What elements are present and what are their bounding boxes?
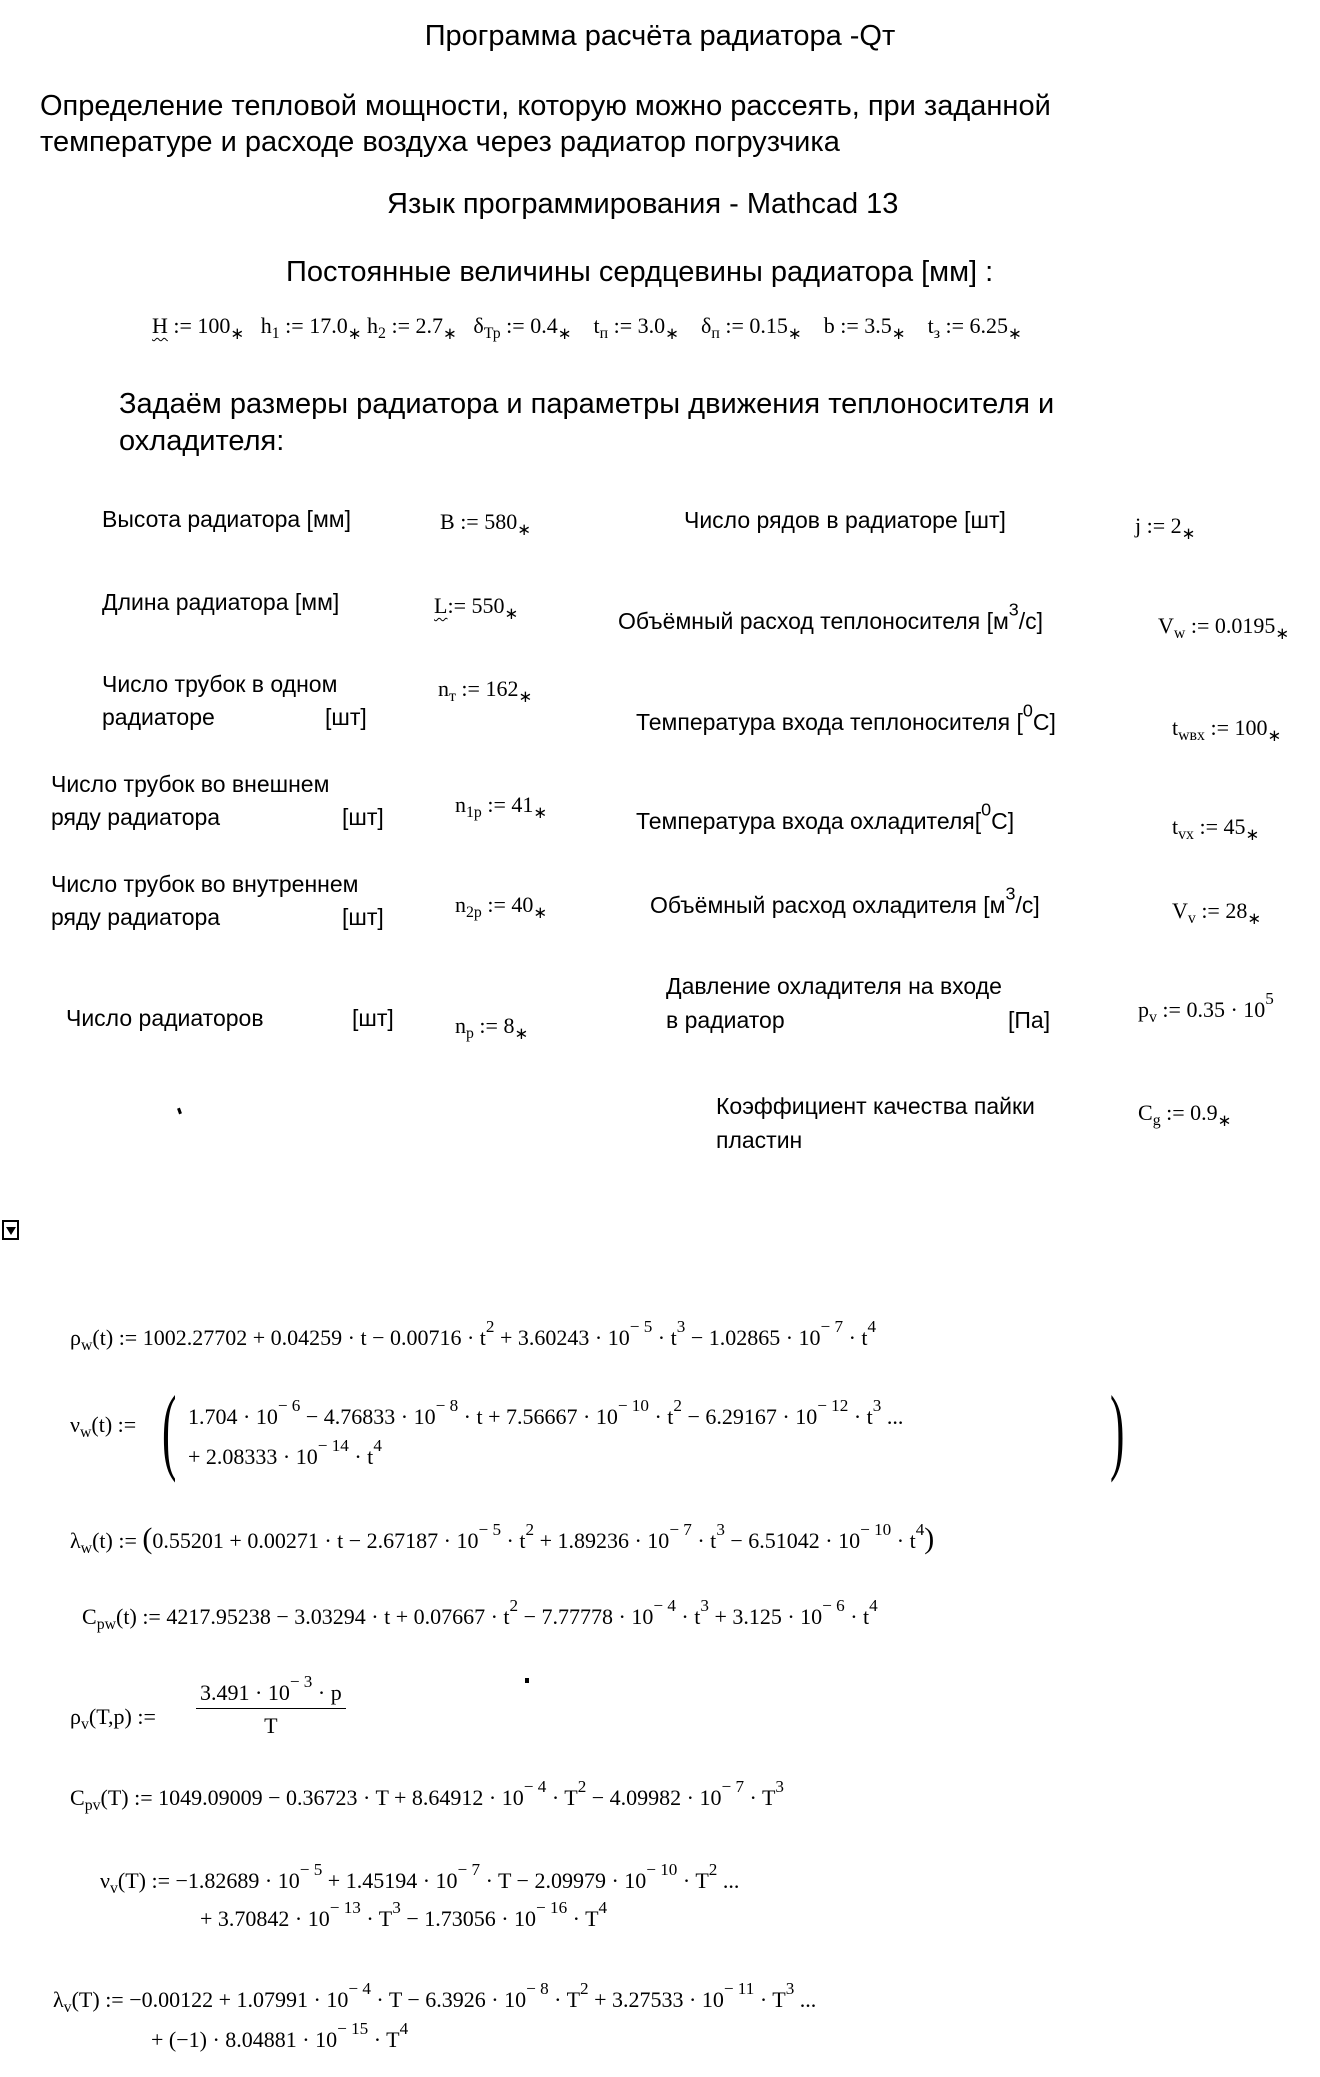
language-label: Язык программирования - Mathcad 13	[387, 188, 899, 220]
label-inner-row-tubes: Число трубок во внутреннем	[51, 871, 359, 897]
label-coolant-inlet-temp: Температура входа теплоносителя [$^0$С]	[636, 700, 1056, 735]
right-paren: )	[1110, 1376, 1125, 1483]
label-tubes-per-radiator: Число трубок в одном	[102, 671, 338, 697]
param-V-w[interactable]: $V_w$ := $0.0195_∗$	[1158, 613, 1290, 643]
label-inner-row-tubes-unit: [шт]	[342, 904, 384, 930]
param-j[interactable]: j := $2_∗$	[1135, 513, 1196, 543]
stray-mark	[177, 1108, 182, 1115]
label-air-inlet-temp: Температура входа охладителя[$^0$С]	[636, 799, 1015, 834]
param-n-t[interactable]: $n_т$ := $162_∗$	[438, 676, 533, 706]
formula-cp-w[interactable]: $C_{pw}(t)$ := $4217.95238 - 3.03294 \cdot t + 0.07667 \cdot t^2 - 7.77778 \cdot 10^{- 4} \cdot t^3 + 3.125 \cdot 10^{- 6} \cdot t^4$	[82, 1596, 878, 1633]
constant-h2[interactable]: $h_2$ := $2.7_∗$	[367, 313, 457, 343]
label-air-flow: Объёмный расход охладителя $[м^3/с]$	[650, 883, 1040, 918]
label-inner-row-tubes-2: ряду радиатора	[51, 904, 221, 930]
param-n-1p[interactable]: $n_{1р}$ := $41_∗$	[455, 792, 548, 822]
label-outer-row-tubes-unit: [шт]	[342, 804, 384, 830]
param-n-p[interactable]: $n_р$ := $8_∗$	[455, 1013, 529, 1043]
label-air-pressure-2: в радиатор	[666, 1007, 785, 1033]
label-outer-row-tubes: Число трубок во внешнем	[51, 771, 330, 797]
formula-nu-w[interactable]: $\nu_w(t)$ := ( ) $1.704 \cdot 10^{- 6} - 4.76833 \cdot 10^{- 8} \cdot t + 7.56667 \cdot 10^{- 10} \cdot t^2 - 6.29167 \cdot 10^{- 12} \cdot t^3$ ... + $2.08333 \cdot 10^{- 14} \cdot t^4$	[70, 1376, 1125, 1483]
constant-delta-p[interactable]: $\delta_п$ := $0.15_∗$	[701, 313, 802, 343]
constant-delta-tr[interactable]: $\delta_{Тр}$ := $0.4_∗$	[473, 313, 572, 343]
formula-rho-w[interactable]: $\rho_w(t)$ := $1002.27702 + 0.04259 \cdot t - 0.00716 \cdot t^2 + 3.60243 \cdot 10^{- 5} \cdot t^3 - 1.02865 \cdot 10^{- 7} \cdot t^4$	[70, 1317, 877, 1354]
param-t-vx[interactable]: $t_{vx}$ := $45_∗$	[1172, 814, 1260, 844]
label-soldering-quality-2: пластин	[716, 1127, 803, 1153]
constants-heading: Постоянные величины сердцевины радиатора [мм] :	[286, 256, 994, 288]
formula-lambda-w[interactable]: $\lambda_w(t)$ := $(0.55201 + 0.00271 \cdot t - 2.67187 \cdot 10^{- 5} \cdot t^2 + 1.89236 \cdot 10^{- 7} \cdot t^3 - 6.51042 \cdot 10^{- 10} \cdot t^4)$	[70, 1520, 935, 1557]
constant-t3[interactable]: $t_з$ := $6.25_∗$	[927, 313, 1022, 343]
param-n-2p[interactable]: $n_{2р}$ := $40_∗$	[455, 892, 548, 922]
inputs-heading-line-2: охладителя:	[119, 425, 285, 457]
stray-dot	[525, 1678, 529, 1683]
label-air-pressure: Давление охладителя на входе	[666, 973, 1002, 999]
label-tubes-per-radiator-2: радиаторе	[102, 704, 215, 730]
description-line-1: Определение тепловой мощности, которую можно рассеять, при заданной	[40, 90, 1051, 122]
param-t-wvx[interactable]: $t_{wвх}$ := $100_∗$	[1172, 715, 1282, 745]
inputs-heading-line-1: Задаём размеры радиатора и параметры движения теплоносителя и	[119, 388, 1055, 420]
constant-H[interactable]: H := $100_∗$	[152, 313, 245, 343]
page-title: Программа расчёта радиатора -Qт	[424, 20, 896, 52]
constant-h1[interactable]: $h_1$ := $17.0_∗$	[260, 313, 362, 343]
label-outer-row-tubes-2: ряду радиатора	[51, 804, 221, 830]
label-air-pressure-unit: [Па]	[1008, 1007, 1051, 1033]
constant-t-p[interactable]: $t_п$ := $3.0_∗$	[593, 313, 679, 343]
label-rows: Число рядов в радиаторе [шт]	[684, 507, 1006, 533]
param-B[interactable]: B := $580_∗$	[440, 509, 532, 539]
constant-b[interactable]: b := $3.5_∗$	[823, 313, 906, 343]
label-radiator-count: Число радиаторов	[66, 1005, 264, 1031]
label-coolant-flow: Объёмный расход теплоносителя $[м^3/с]$	[618, 599, 1044, 634]
constants-line	[152, 313, 1022, 343]
param-V-v[interactable]: $V_v$ := $28_∗$	[1172, 898, 1262, 928]
label-length: Длина радиатора [мм]	[102, 589, 340, 615]
param-L[interactable]: L:= $550_∗$	[434, 593, 519, 623]
label-height: Высота радиатора [мм]	[102, 506, 351, 532]
param-C-g[interactable]: $C_g$ := $0.9_∗$	[1138, 1100, 1232, 1130]
left-paren: (	[162, 1376, 177, 1483]
label-soldering-quality: Коэффициент качества пайки	[716, 1093, 1035, 1119]
param-p-v[interactable]: $p_v$ := $0.35 \cdot 10^5$	[1138, 989, 1274, 1026]
description-line-2: температуре и расходе воздуха через радиатор погрузчика	[40, 126, 840, 158]
label-tubes-per-radiator-unit: [шт]	[325, 704, 367, 730]
label-radiator-count-unit: [шт]	[352, 1005, 394, 1031]
formula-cp-v[interactable]: $C_{pv}(T)$ := $1049.09009 - 0.36723 \cdot T + 8.64912 \cdot 10^{- 4} \cdot T^2 - 4.09982 \cdot 10^{- 7} \cdot T^3$	[70, 1777, 784, 1814]
triangle-down-icon[interactable]	[2, 1220, 19, 1240]
